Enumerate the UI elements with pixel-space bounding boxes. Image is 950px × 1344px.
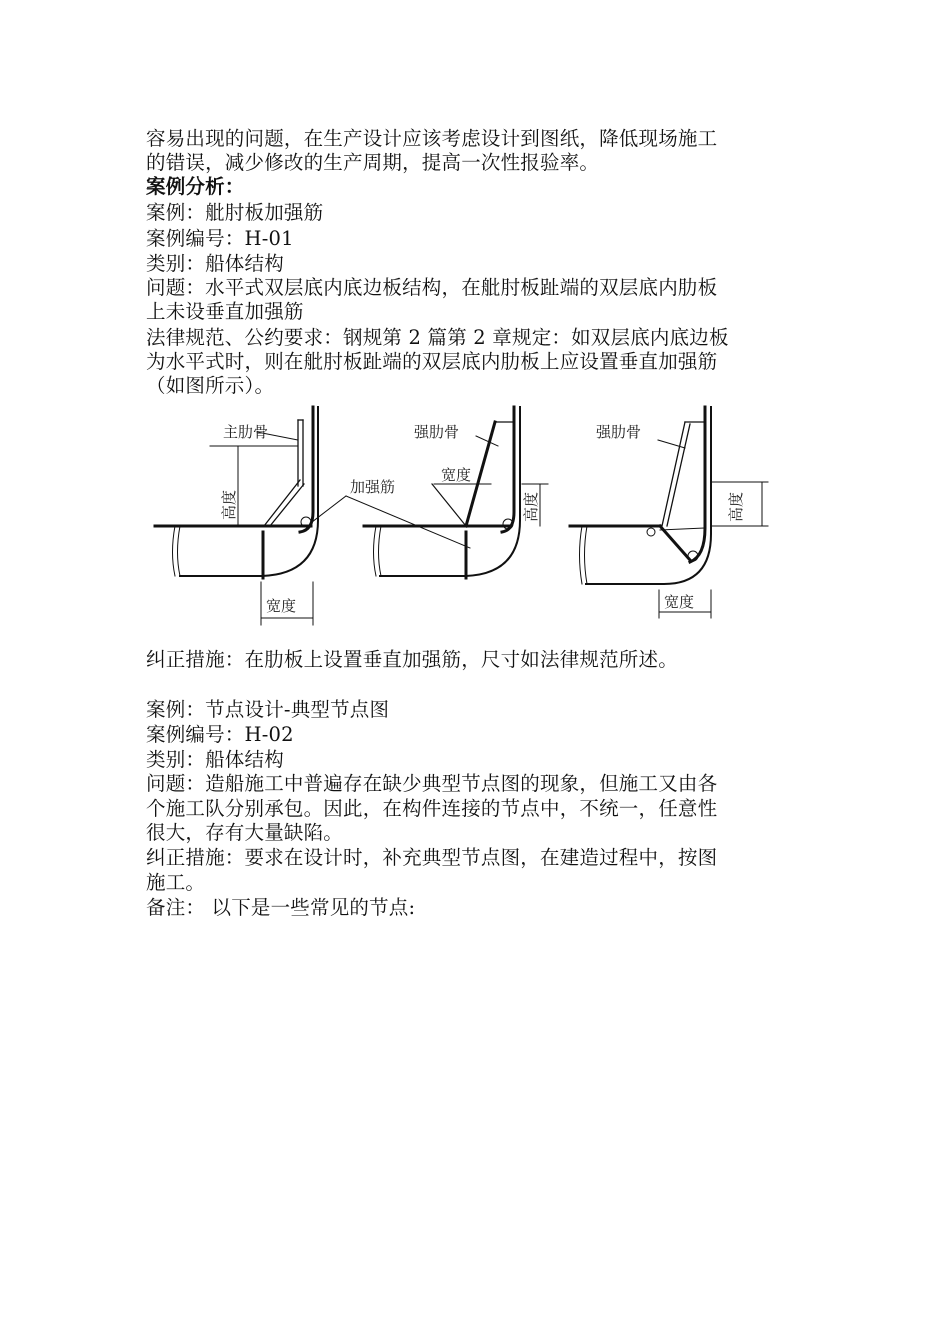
- case2-title: 案例：节点设计-典型节点图: [146, 698, 390, 721]
- case2-problem-line-3: 很大，存有大量缺陷。: [146, 821, 344, 844]
- case2-correction-line-2: 施工。: [146, 871, 206, 894]
- case1-title: 案例：舭肘板加强筋: [146, 201, 324, 224]
- case1-problem-line-1: 问题：水平式双层底内底边板结构，在舭肘板趾端的双层底内肋板: [146, 276, 718, 299]
- case2-code: 案例编号：H-02: [146, 723, 294, 746]
- case2-problem-line-2: 个施工队分别承包。因此，在构件连接的节点中，不统一，任意性: [146, 797, 718, 820]
- case1-category: 类别：船体结构: [146, 252, 284, 275]
- intro-line-1: 容易出现的问题，在生产设计应该考虑设计到图纸，降低现场施工: [146, 127, 718, 150]
- case2-remark: 备注： 以下是一些常见的节点:: [146, 896, 416, 919]
- label-width-3: 宽度: [664, 593, 695, 611]
- case1-problem-line-2: 上未设垂直加强筋: [146, 300, 304, 323]
- case1-law-line-1: 法律规范、公约要求：钢规第 2 篇第 2 章规定：如双层底内底边板: [146, 326, 729, 349]
- label-strong-frame-1: 强肋骨: [414, 423, 460, 441]
- case2-correction-line-1: 纠正措施：要求在设计时，补充典型节点图，在建造过程中，按图: [146, 846, 718, 869]
- label-strong-frame-2: 强肋骨: [596, 423, 642, 441]
- label-height-3: 高度: [727, 491, 745, 522]
- intro-line-2: 的错误，减少修改的生产周期，提高一次性报验率。: [146, 151, 600, 174]
- case2-category: 类别：船体结构: [146, 748, 284, 771]
- case1-law-line-2: 为水平式时，则在舭肘板趾端的双层底内肋板上应设置垂直加强筋: [146, 350, 718, 373]
- case1-correction: 纠正措施：在肋板上设置垂直加强筋，尺寸如法律规范所述。: [146, 648, 678, 671]
- label-width-1: 宽度: [441, 466, 472, 484]
- label-width-2: 宽度: [266, 597, 297, 615]
- label-main-frame: 主肋骨: [223, 423, 269, 441]
- analysis-heading: 案例分析：: [146, 175, 245, 198]
- case1-law-line-3: （如图所示）。: [146, 374, 275, 397]
- label-height-1: 高度: [220, 489, 238, 520]
- case2-problem-line-1: 问题：造船施工中普遍存在缺少典型节点图的现象，但施工又由各: [146, 772, 718, 795]
- case1-code: 案例编号：H-01: [146, 227, 294, 250]
- label-height-2: 高度: [522, 491, 540, 522]
- label-stiffener: 加强筋: [350, 478, 396, 496]
